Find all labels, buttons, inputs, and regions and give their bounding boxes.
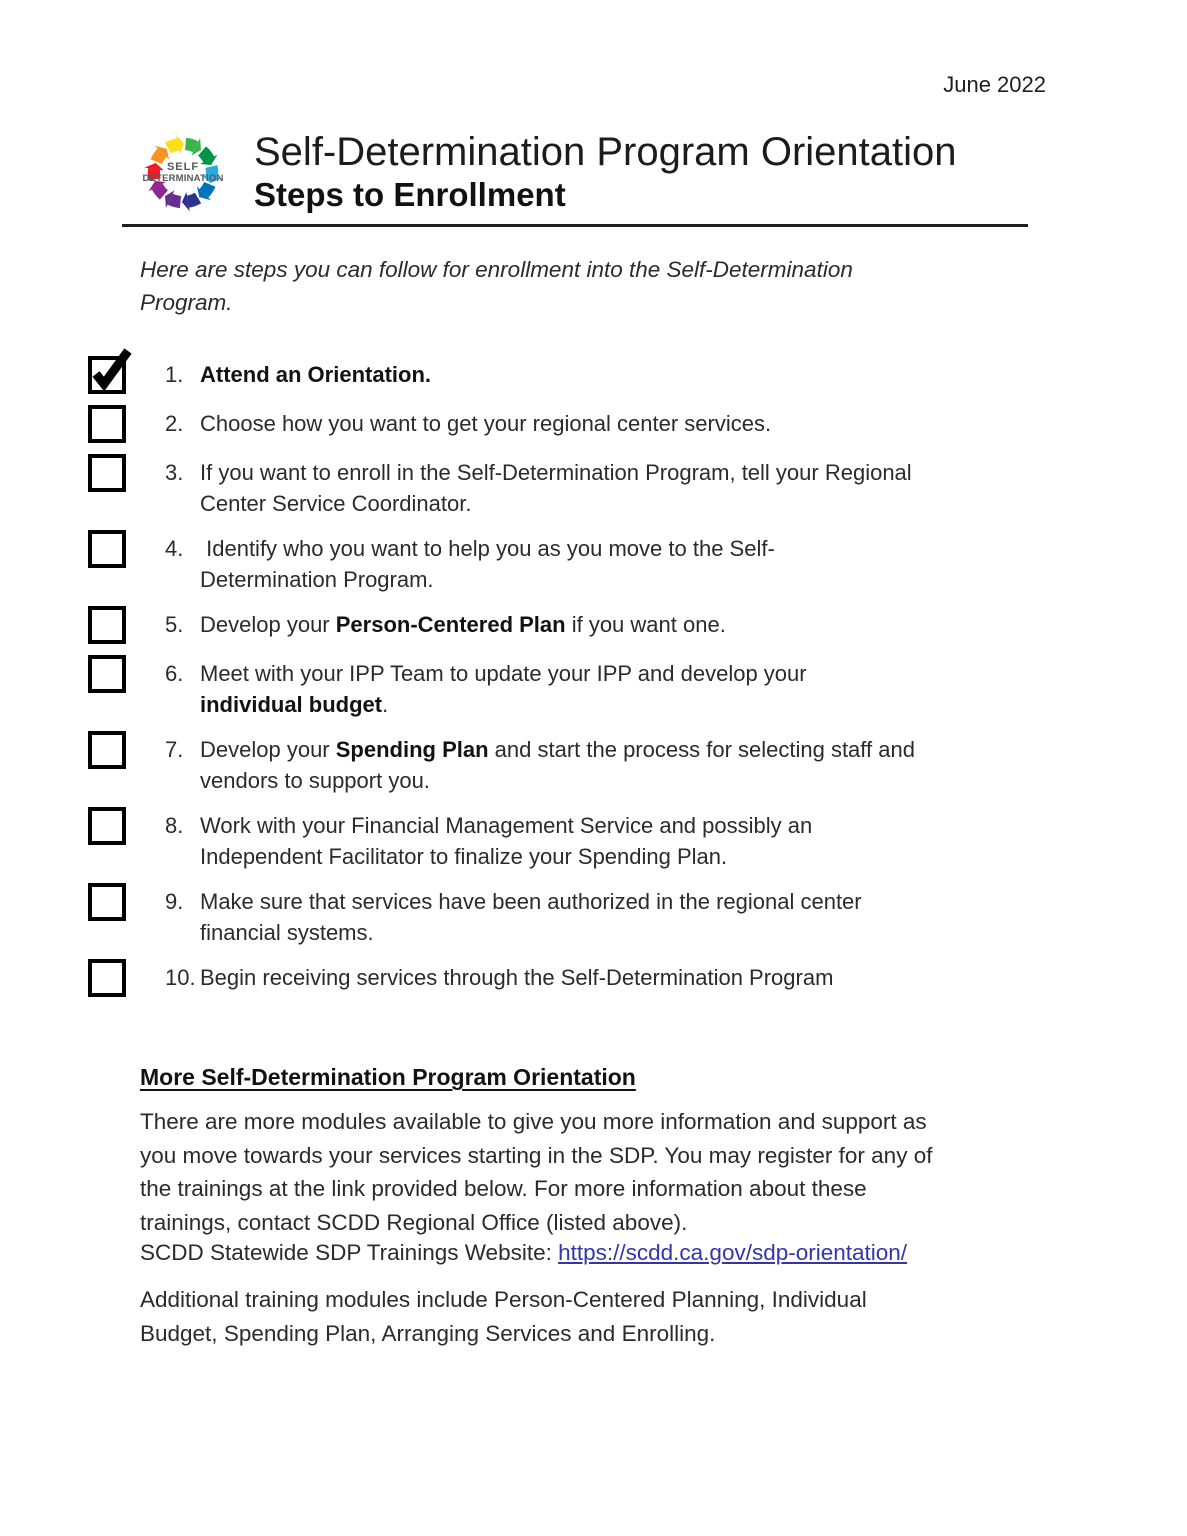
item-number: 4.: [165, 536, 184, 561]
checkbox-unchecked[interactable]: [88, 731, 126, 769]
checkmark-icon: [92, 360, 122, 390]
checkbox-unchecked[interactable]: [88, 530, 126, 568]
sdp-orientation-link[interactable]: https://scdd.ca.gov/sdp-orientation/: [558, 1240, 908, 1265]
item-text: Begin receiving services through the Self-Determination Program: [200, 965, 834, 990]
checklist-item: [88, 457, 1098, 519]
checklist-item: [88, 359, 1098, 394]
more-section-heading: More Self-Determination Program Orientation: [140, 1064, 636, 1090]
item-text: Identify who you want to help you as you move to the Self- Determination Program.: [200, 536, 775, 592]
intro-paragraph: Here are steps you can follow for enrollment into the Self-Determination Program.: [140, 257, 853, 315]
checkbox-unchecked[interactable]: [88, 883, 126, 921]
checklist-item: [88, 962, 1098, 997]
item-text: Develop your Spending Plan and start the process for selecting staff and vendors to support you.: [200, 737, 915, 793]
item-number: 6.: [165, 661, 184, 686]
checklist-item: [88, 886, 1098, 948]
item-text: Work with your Financial Management Service and possibly an Independent Facilitator to finalize your Spending Plan.: [200, 813, 813, 869]
checklist-item: [88, 609, 1098, 644]
item-number: 10.: [165, 965, 196, 990]
item-number: 2.: [165, 411, 184, 436]
item-number: 5.: [165, 612, 184, 637]
checkbox-unchecked[interactable]: [88, 959, 126, 997]
additional-modules-paragraph: Additional training modules include Person-Centered Planning, Individual Budget, Spending Plan, Arranging Services and Enrolling.: [140, 1287, 867, 1346]
logo-text-line1: SELF: [166, 160, 200, 173]
item-text: Choose how you want to get your regional center services.: [200, 411, 772, 436]
checkbox-unchecked[interactable]: [88, 606, 126, 644]
checklist-item: [88, 533, 1098, 595]
item-number: 7.: [165, 737, 184, 762]
checklist-item: [88, 734, 1098, 796]
item-text: Make sure that services have been authorized in the regional center financial systems.: [200, 889, 862, 945]
checkbox-unchecked[interactable]: [88, 807, 126, 845]
enrollment-checklist: [88, 359, 1098, 1011]
checkbox-unchecked[interactable]: [88, 655, 126, 693]
item-number: 9.: [165, 889, 184, 914]
logo-text-line2: DETERMINATION: [142, 172, 224, 184]
item-text: Develop your Person-Centered Plan if you want one.: [200, 612, 726, 637]
logo-text: [142, 162, 223, 184]
checkbox-unchecked[interactable]: [88, 405, 126, 443]
checkbox-checked[interactable]: [88, 356, 126, 394]
checklist-item: [88, 810, 1098, 872]
item-number: 3.: [165, 460, 184, 485]
trainings-website-line: [140, 1240, 907, 1266]
checklist-item: [88, 658, 1098, 720]
item-number: 8.: [165, 813, 184, 838]
item-text: Meet with your IPP Team to update your IPP and develop your individual budget.: [200, 661, 807, 717]
checklist-item: [88, 408, 1098, 443]
header-divider: [122, 224, 1028, 227]
document-date: June 2022: [943, 72, 1046, 97]
trainings-website-label: SCDD Statewide SDP Trainings Website:: [140, 1240, 559, 1265]
checkbox-unchecked[interactable]: [88, 454, 126, 492]
item-number: 1.: [165, 362, 184, 387]
page-title: Self-Determination Program Orientation: [254, 130, 957, 174]
page-subtitle: Steps to Enrollment: [254, 176, 566, 213]
item-text: If you want to enroll in the Self-Determination Program, tell your Regional Center Service Coordinator.: [200, 460, 912, 516]
header-titles: [254, 129, 957, 214]
more-section-paragraph: There are more modules available to give you more information and support as you move towards your services starting in the SDP. You may register for any of the trainings at the link provided below. For more information about these trainings, contact SCDD Regional Office (listed above).: [140, 1109, 933, 1235]
item-text: Attend an Orientation.: [200, 362, 431, 387]
self-determination-logo-icon: [134, 126, 232, 220]
